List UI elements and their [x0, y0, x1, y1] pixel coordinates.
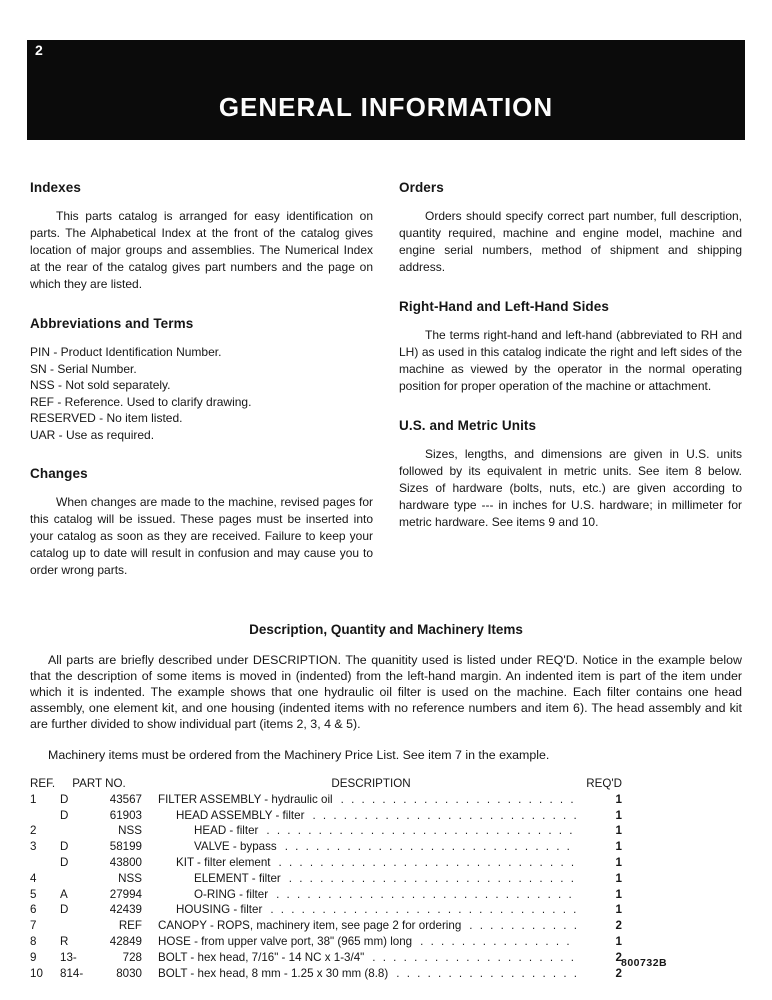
- header-description: DESCRIPTION: [331, 777, 411, 790]
- cell-part-number: 43567: [109, 792, 142, 806]
- cell-description: [142, 902, 584, 918]
- cell-reqd: 1: [615, 792, 622, 806]
- cell-ref: 4: [30, 871, 37, 885]
- parts-example-table: [30, 776, 622, 981]
- cell-ref: 1: [30, 792, 37, 806]
- cell-ref: 3: [30, 840, 37, 854]
- parts-table-body: [30, 792, 622, 982]
- cell-part-prefix: R: [60, 934, 69, 948]
- abbreviations-heading: Abbreviations and Terms: [30, 316, 194, 331]
- cell-ref: 6: [30, 903, 37, 917]
- cell-description: [142, 792, 584, 808]
- abbreviation-item: NSS - Not sold separately.: [30, 378, 171, 392]
- dot-leader: [396, 966, 576, 982]
- cell-description: [142, 918, 584, 934]
- section-orders: [399, 180, 742, 276]
- page-number: 2: [35, 42, 43, 58]
- cell-part-prefix: D: [60, 808, 69, 822]
- description-paragraph-2: Machinery items must be ordered from the Machinery Price List. See item 7 in the example.: [48, 748, 550, 762]
- abbreviation-item: REF - Reference. Used to clarify drawing.: [30, 394, 252, 409]
- dot-leader: [276, 887, 576, 903]
- dot-leader: [289, 871, 576, 887]
- left-column: [30, 180, 373, 602]
- description-heading: Description, Quantity and Machinery Items: [249, 622, 523, 637]
- cell-description: [142, 934, 584, 950]
- header-reqd: REQ'D: [586, 777, 622, 790]
- description-text: O-RING - filter: [194, 887, 269, 901]
- cell-part-number: 728: [122, 950, 142, 964]
- document-code: 800732B: [621, 957, 668, 969]
- two-column-area: [30, 180, 742, 602]
- section-indexes: [30, 180, 373, 293]
- cell-description: [142, 823, 584, 839]
- dot-leader: [372, 950, 576, 966]
- abbreviation-item: RESERVED - No item listed.: [30, 411, 183, 425]
- section-sides: [399, 299, 742, 395]
- description-paragraph-1: All parts are briefly described under DESCRIPTION. The quanitity used is listed under REQ'D. Notice in the example below that the description of some items is moved in (indented) from the left-hand margin. An indented item is part of the item under which it is indented. The example shows that one hydraulic oil filter is used on the machine. Each filter contains one head assembly, one element kit, and one housing (indented items with no reference numbers and item 6). The head assembly and kit are further divided to show individual part (items 2, 3, 4 & 5).: [30, 653, 742, 731]
- table-row: [30, 823, 622, 839]
- cell-part-number: 61903: [109, 808, 142, 822]
- cell-part-number: REF: [118, 919, 142, 933]
- table-row: [30, 918, 622, 934]
- cell-reqd: 2: [615, 919, 622, 933]
- parts-table-header: [30, 776, 622, 792]
- cell-description: [142, 966, 584, 982]
- cell-part-number: NSS: [118, 824, 142, 838]
- section-units: [399, 418, 742, 531]
- cell-part-number: 58199: [109, 840, 142, 854]
- description-text: BOLT - hex head, 7/16" - 14 NC x 1-3/4": [158, 950, 365, 964]
- description-text: VALVE - bypass: [194, 840, 277, 854]
- cell-reqd: 1: [615, 887, 622, 901]
- cell-part-prefix: D: [60, 903, 69, 917]
- cell-part-prefix: 814-: [60, 966, 84, 980]
- section-abbreviations: [30, 316, 373, 443]
- dot-leader: [270, 902, 576, 918]
- dot-leader: [420, 934, 576, 950]
- cell-ref: 5: [30, 887, 37, 901]
- cell-reqd: 1: [615, 903, 622, 917]
- cell-reqd: 1: [615, 855, 622, 869]
- table-row: [30, 887, 622, 903]
- description-text: HOUSING - filter: [176, 903, 263, 917]
- section-changes: [30, 466, 373, 579]
- cell-description: [142, 871, 584, 887]
- cell-part-number: 43800: [109, 855, 142, 869]
- units-body: Sizes, lengths, and dimensions are given in U.S. units followed by its equivalent in metric units. See item 8 below. Sizes of hardware (bolts, nuts, etc.) are given according to hardware type --- in inches for U.S. hardware; in millimeter for metric hardware. See items 9 and 10.: [399, 447, 742, 529]
- dot-leader: [341, 792, 576, 808]
- abbreviation-item: SN - Serial Number.: [30, 361, 137, 376]
- description-section: [30, 622, 742, 763]
- orders-body: Orders should specify correct part number, full description, quantity required, machine and engine model, machine and engine serial numbers, method of shipment and shipping address.: [399, 209, 742, 274]
- description-text: ELEMENT - filter: [194, 871, 281, 885]
- cell-ref: 9: [30, 950, 37, 964]
- cell-part-number: 8030: [116, 966, 142, 980]
- cell-reqd: 1: [615, 840, 622, 854]
- cell-reqd: 1: [615, 934, 622, 948]
- description-text: HEAD - filter: [194, 824, 259, 838]
- cell-reqd: 1: [615, 871, 622, 885]
- table-row: [30, 808, 622, 824]
- abbreviation-item: PIN - Product Identification Number.: [30, 345, 222, 359]
- cell-part-prefix: D: [60, 840, 69, 854]
- table-row: [30, 902, 622, 918]
- cell-part-number: 42849: [109, 934, 142, 948]
- abbreviations-list: [30, 344, 373, 443]
- cell-reqd: 1: [615, 824, 622, 838]
- table-row: [30, 839, 622, 855]
- cell-part-number: 42439: [109, 903, 142, 917]
- cell-ref: 10: [30, 966, 43, 980]
- header-ref: REF.: [30, 777, 56, 790]
- indexes-body: This parts catalog is arranged for easy identification on parts. The Alphabetical Index at the front of the catalog gives location of major groups and assemblies. The Numerical Index at the rear of the catalog gives part numbers and the page on which they are listed.: [30, 209, 373, 291]
- cell-part-prefix: 13-: [60, 950, 77, 964]
- page-header-bar: [27, 40, 745, 140]
- cell-reqd: 2: [615, 966, 622, 980]
- dot-leader: [279, 855, 577, 871]
- sides-body: The terms right-hand and left-hand (abbreviated to RH and LH) as used in this catalog indicate the right and left sides of the machine as viewed by the operator in the normal operating position for proper operation of the machine or attachment.: [399, 328, 742, 393]
- cell-reqd: 2: [615, 950, 622, 964]
- cell-description: [142, 950, 584, 966]
- units-heading: U.S. and Metric Units: [399, 418, 537, 433]
- sides-heading: Right-Hand and Left-Hand Sides: [399, 299, 609, 314]
- table-row: [30, 934, 622, 950]
- cell-ref: 8: [30, 934, 37, 948]
- changes-heading: Changes: [30, 466, 88, 481]
- table-row: [30, 871, 622, 887]
- description-text: CANOPY - ROPS, machinery item, see page 2 for ordering: [158, 919, 462, 933]
- cell-part-prefix: D: [60, 855, 69, 869]
- cell-ref: 2: [30, 824, 37, 838]
- dot-leader: [266, 823, 576, 839]
- indexes-heading: Indexes: [30, 180, 81, 195]
- table-row: [30, 966, 622, 982]
- abbreviation-item: UAR - Use as required.: [30, 427, 155, 442]
- page-content: [30, 180, 742, 981]
- description-text: BOLT - hex head, 8 mm - 1.25 x 30 mm (8.8): [158, 966, 389, 980]
- changes-body: When changes are made to the machine, revised pages for this catalog will be issued. These pages must be inserted into your catalog as soon as they are received. Failure to keep your catalog up to date will result in confusion and may cause you to order wrong parts.: [30, 495, 373, 577]
- cell-description: [142, 887, 584, 903]
- cell-part-number: NSS: [118, 871, 142, 885]
- table-row: [30, 855, 622, 871]
- cell-part-number: 27994: [109, 887, 142, 901]
- cell-ref: 7: [30, 919, 37, 933]
- right-column: [399, 180, 742, 602]
- page-title: GENERAL INFORMATION: [218, 92, 554, 122]
- cell-description: [142, 855, 584, 871]
- description-text: HOSE - from upper valve port, 38" (965 mm) long: [158, 934, 413, 948]
- table-row: [30, 950, 622, 966]
- table-row: [30, 792, 622, 808]
- dot-leader: [469, 918, 576, 934]
- header-part-no: PART NO.: [72, 777, 126, 790]
- description-text: KIT - filter element: [176, 855, 271, 869]
- dot-leader: [285, 839, 576, 855]
- dot-leader: [312, 808, 576, 824]
- cell-part-prefix: D: [60, 792, 69, 806]
- cell-description: [142, 808, 584, 824]
- description-text: HEAD ASSEMBLY - filter: [176, 808, 305, 822]
- orders-heading: Orders: [399, 180, 444, 195]
- cell-reqd: 1: [615, 808, 622, 822]
- cell-description: [142, 839, 584, 855]
- description-text: FILTER ASSEMBLY - hydraulic oil: [158, 792, 333, 806]
- cell-part-prefix: A: [60, 887, 68, 901]
